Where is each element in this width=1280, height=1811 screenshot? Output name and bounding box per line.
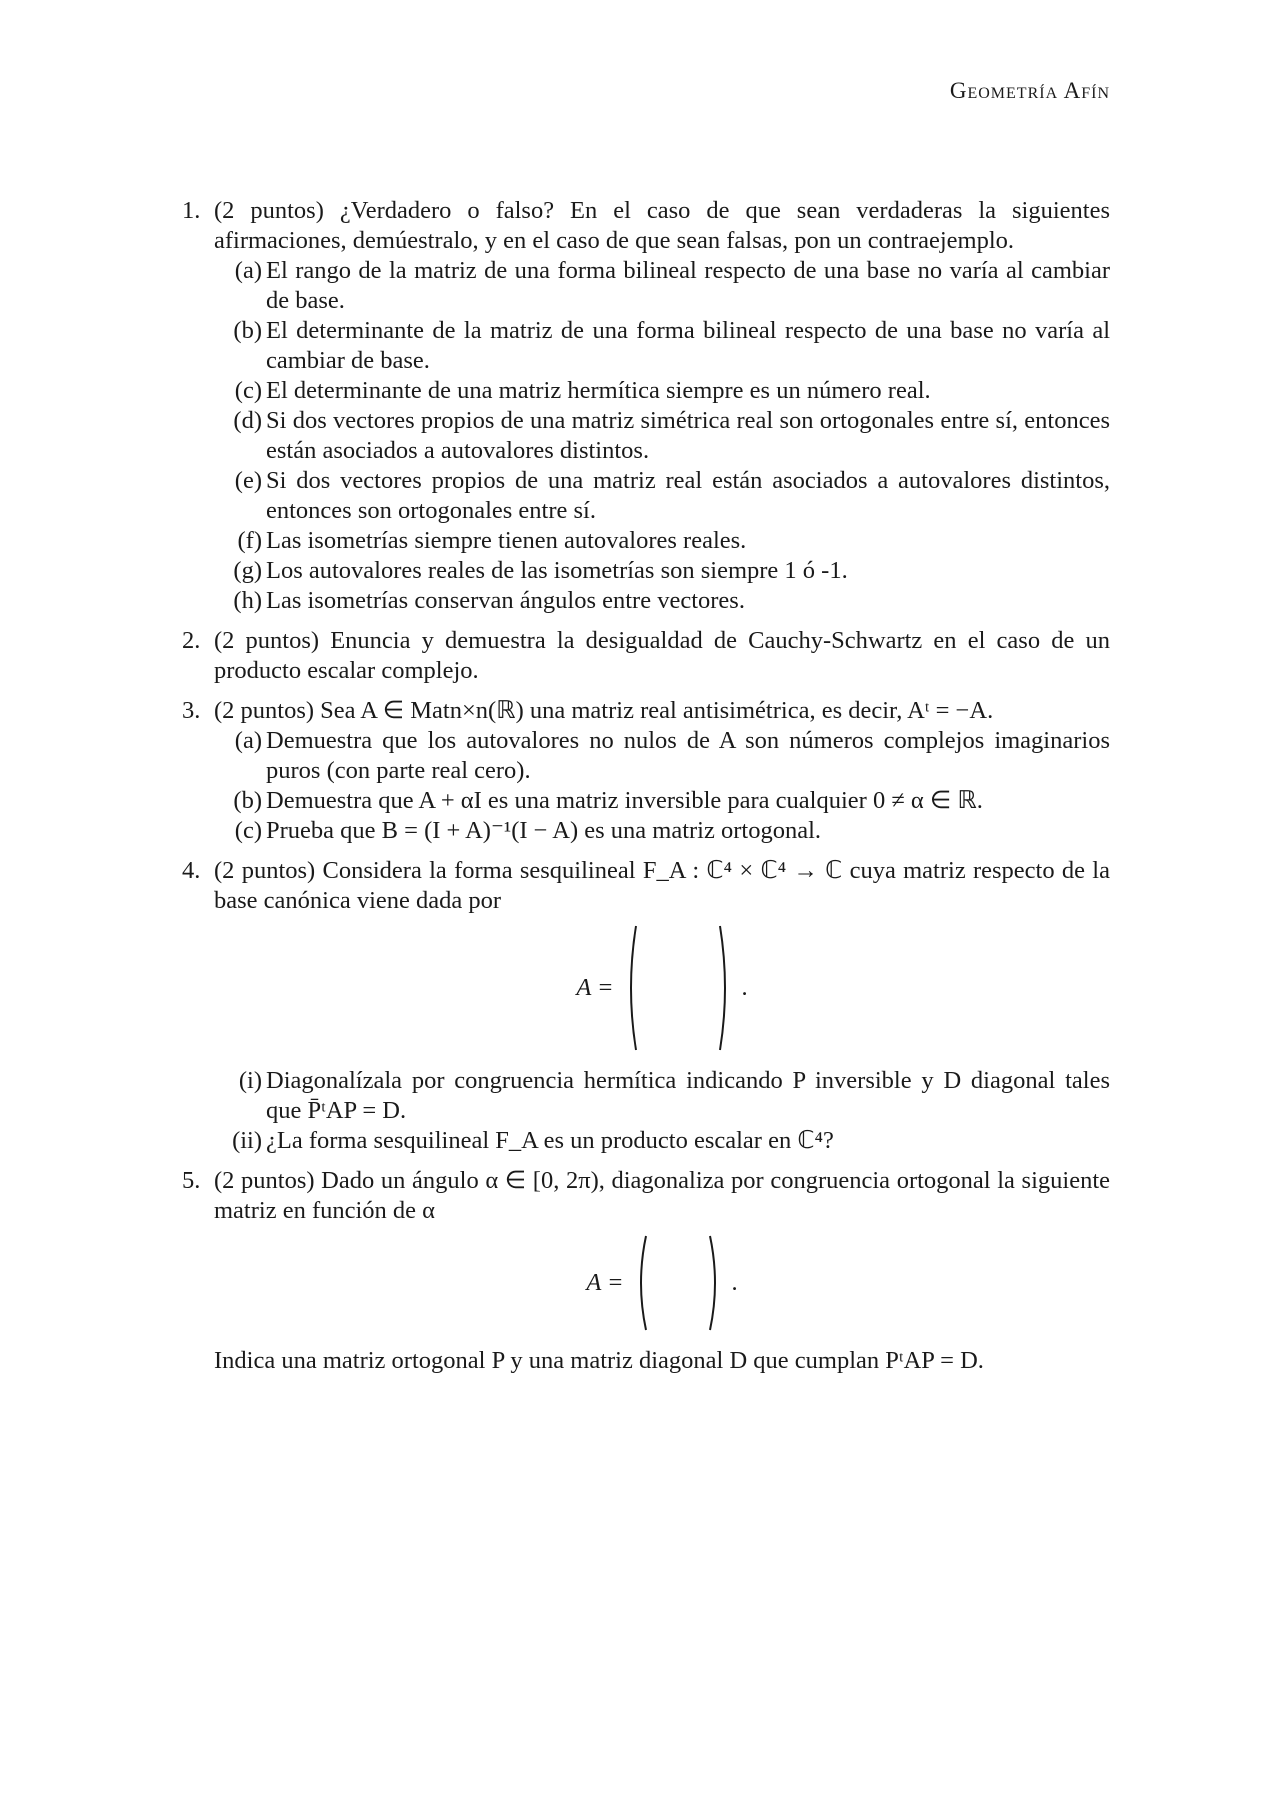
problem-5	[182, 1166, 1110, 1376]
item-text: Las isometrías siempre tienen autovalores reales.	[266, 527, 747, 554]
matrix-cell	[668, 1298, 688, 1327]
item-text: Las isometrías conservan ángulos entre vectores.	[266, 587, 745, 614]
problem-text: (2 puntos) ¿Verdadero o falso? En el caso de que sean verdaderas la siguientes afirmaciones, demúestralo, y en el caso de que sean falsas, pon un contraejemplo.	[214, 197, 1110, 254]
problem-text: (2 puntos) Dado un ángulo α ∈ [0, 2π), diagonaliza por congruencia ortogonal la siguiente matriz en función de α	[214, 1167, 1110, 1224]
matrix-cell	[698, 1017, 718, 1046]
matrix-cell	[698, 930, 718, 959]
matrix-cell	[698, 959, 718, 988]
matrix-row	[648, 1298, 708, 1327]
problem-number: 3.	[182, 697, 201, 724]
matrix-cell	[648, 1240, 668, 1269]
matrix-cell	[648, 1269, 668, 1298]
matrix-cell	[678, 959, 698, 988]
left-paren	[634, 1234, 648, 1332]
matrix-cell	[638, 959, 658, 988]
item-label: (i)	[238, 1067, 262, 1094]
item-label: (b)	[233, 787, 262, 814]
page-header: Geometría Afín	[949, 78, 1110, 103]
list-item	[214, 1126, 1110, 1156]
item-label: (ii)	[232, 1127, 262, 1154]
matrix	[634, 1234, 722, 1332]
matrix-cell	[648, 1298, 668, 1327]
list-item	[214, 466, 1110, 526]
problem-number: 2.	[182, 627, 201, 654]
list-item	[214, 316, 1110, 376]
item-label: (h)	[233, 587, 262, 614]
matrix-row	[648, 1269, 708, 1298]
problem-number: 4.	[182, 857, 201, 884]
item-label: (d)	[233, 407, 262, 434]
matrix-grid	[638, 930, 718, 1046]
right-paren	[718, 924, 732, 1052]
list-item	[214, 406, 1110, 466]
matrix-cell	[658, 930, 678, 959]
item-label: (f)	[237, 527, 262, 554]
right-paren	[708, 1234, 722, 1332]
matrix-row	[638, 988, 718, 1017]
item-text: Los autovalores reales de las isometrías son siempre 1 ó -1.	[266, 557, 848, 584]
problem-2	[182, 626, 1110, 686]
matrix-cell	[668, 1240, 688, 1269]
matrix	[624, 924, 732, 1052]
list-item	[214, 786, 1110, 816]
item-label: (c)	[234, 377, 262, 404]
matrix-cell	[688, 1240, 708, 1269]
item-label: (c)	[234, 817, 262, 844]
item-text: El rango de la matriz de una forma bilineal respecto de una base no varía al cambiar de base.	[266, 257, 1110, 314]
list-item	[214, 1066, 1110, 1126]
matrix-cell	[638, 1017, 658, 1046]
item-text: Demuestra que A + αI es una matriz inversible para cualquier 0 ≠ α ∈ ℝ.	[266, 787, 983, 814]
problem-4	[182, 856, 1110, 1156]
problem-text: (2 puntos) Considera la forma sesquilineal F_A : ℂ⁴ × ℂ⁴ → ℂ cuya matriz respecto de la base canónica viene dada por	[214, 857, 1110, 914]
list-item	[214, 256, 1110, 316]
problem-list	[182, 196, 1110, 1386]
problem-number: 5.	[182, 1167, 201, 1194]
matrix-cell	[658, 1017, 678, 1046]
problem-3	[182, 696, 1110, 846]
period: .	[731, 1269, 738, 1296]
matrix-cell	[638, 930, 658, 959]
item-text: El determinante de una matriz hermítica siempre es un número real.	[266, 377, 931, 404]
list-item	[214, 816, 1110, 846]
matrix-row	[638, 930, 718, 959]
matrix-cell	[658, 988, 678, 1017]
item-text: Demuestra que los autovalores no nulos de A son números complejos imaginarios puros (con parte real cero).	[266, 727, 1110, 784]
item-text: Si dos vectores propios de una matriz real están asociados a autovalores distintos, entonces son ortogonales entre sí.	[266, 467, 1110, 524]
list-item	[214, 526, 1110, 556]
matrix-cell	[698, 988, 718, 1017]
matrix-lhs: A =	[576, 974, 614, 1001]
matrix-cell	[678, 930, 698, 959]
list-item	[214, 726, 1110, 786]
problem-text: (2 puntos) Enuncia y demuestra la desigualdad de Cauchy-Schwartz en el caso de un producto escalar complejo.	[214, 627, 1110, 684]
list-item	[214, 556, 1110, 586]
matrix-cell	[668, 1269, 688, 1298]
list-item	[214, 586, 1110, 616]
matrix-equation	[214, 1234, 1110, 1332]
matrix-row	[648, 1240, 708, 1269]
item-label: (a)	[234, 727, 262, 754]
item-text: Prueba que B = (I + A)⁻¹(I − A) es una matriz ortogonal.	[266, 817, 821, 844]
matrix-cell	[638, 988, 658, 1017]
item-text: El determinante de la matriz de una forma bilineal respecto de una base no varía al cambiar de base.	[266, 317, 1110, 374]
matrix-cell	[688, 1269, 708, 1298]
list-item	[214, 376, 1110, 406]
matrix-equation	[214, 924, 1110, 1052]
matrix-row	[638, 1017, 718, 1046]
period: .	[741, 974, 748, 1001]
item-label: (b)	[233, 317, 262, 344]
matrix-lhs: A =	[586, 1269, 624, 1296]
item-label: (g)	[233, 557, 262, 584]
item-label: (a)	[234, 257, 262, 284]
problem-number: 1.	[182, 197, 201, 224]
problem-closing-text: Indica una matriz ortogonal P y una matriz diagonal D que cumplan PᵗAP = D.	[214, 1347, 984, 1374]
matrix-row	[638, 959, 718, 988]
problem-text: (2 puntos) Sea A ∈ Matn×n(ℝ) una matriz real antisimétrica, es decir, Aᵗ = −A.	[214, 697, 994, 724]
item-text: Si dos vectores propios de una matriz simétrica real son ortogonales entre sí, entonces están asociados a autovalores distintos.	[266, 407, 1110, 464]
matrix-cell	[678, 1017, 698, 1046]
item-text: Diagonalízala por congruencia hermítica indicando P inversible y D diagonal tales que P̄ᵗAP = D.	[266, 1067, 1110, 1124]
matrix-cell	[688, 1298, 708, 1327]
item-label: (e)	[234, 467, 262, 494]
item-text: ¿La forma sesquilineal F_A es un producto escalar en ℂ⁴?	[266, 1127, 834, 1154]
matrix-cell	[658, 959, 678, 988]
problem-1	[182, 196, 1110, 616]
matrix-grid	[648, 1240, 708, 1327]
matrix-cell	[678, 988, 698, 1017]
left-paren	[624, 924, 638, 1052]
